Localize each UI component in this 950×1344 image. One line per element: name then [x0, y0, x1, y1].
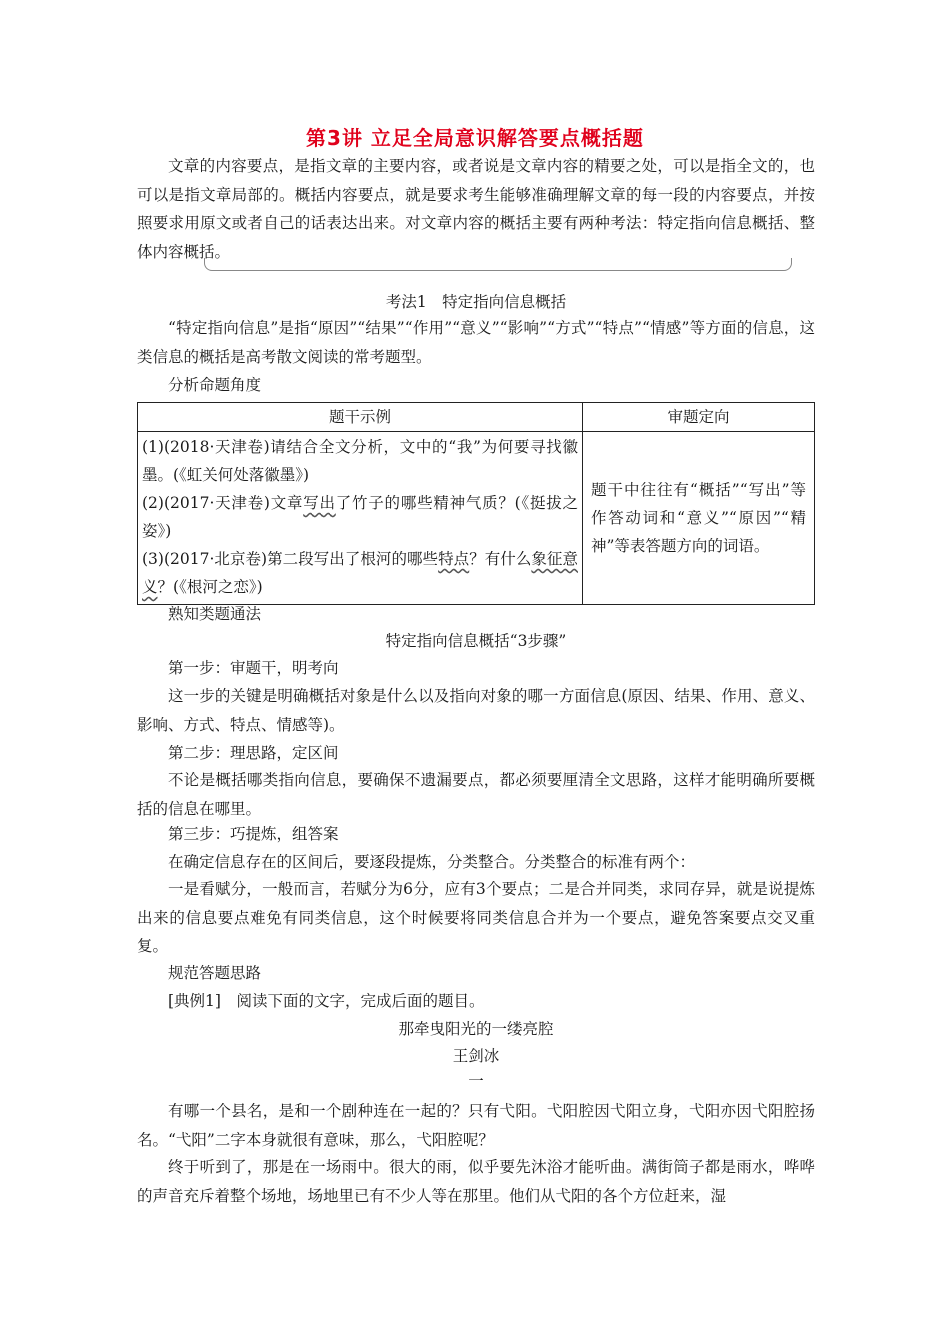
analysis-label: 分析命题角度 [168, 376, 262, 394]
step3-title: 第三步：巧提炼，组答案 [168, 825, 339, 843]
table-cell-direction: 题干中往往有“概括”“写出”等作答动词和“意义”“原因”“精神”等表答题方向的词语。 [583, 432, 815, 605]
example-question-3: (3)(2017·北京卷)第二段写出了根河的哪些特点？有什么象征意义？(《根河之恋》) [142, 550, 578, 596]
example-question-1: (1)(2018·天津卷)请结合全文分析，文中的“我”为何要寻找徽墨。(《虹关何处落徽墨》) [142, 438, 578, 484]
section-divider [204, 258, 792, 271]
step3-text-2: 一是看赋分，一般而言，若赋分为6分，应有3个要点；二是合并同类，求同存异，就是说提炼出来的信息要点难免有同类信息，这个时候要将同类信息合并为一个要点，避免答案要点交叉重复。 [137, 880, 815, 955]
table-header-examples: 题干示例 [138, 403, 583, 432]
example-question-2: (2)(2017·天津卷)文章写出了竹子的哪些精神气质？(《挺拔之姿》) [142, 494, 578, 540]
page-title: 第3讲 立足全局意识解答要点概括题 [306, 126, 644, 150]
norm-label: 规范答题思路 [168, 964, 262, 982]
table-cell-examples [138, 432, 583, 605]
article-title: 那牵曳阳光的一缕亮腔 [398, 1020, 554, 1038]
method-label: 熟知类题通法 [168, 605, 262, 623]
step3-text-1: 在确定信息存在的区间后，要逐段提炼，分类整合。分类整合的标准有两个： [168, 853, 696, 871]
step2-title: 第二步：理思路，定区间 [168, 744, 339, 762]
step1-text: 这一步的关键是明确概括对象是什么以及指向对象的哪一方面信息(原因、结果、作用、意义、影响、方式、特点、情感等)。 [137, 687, 815, 734]
section-description: “特定指向信息”是指“原因”“结果”“作用”“意义”“影响”“方式”“特点”“情感”等方面的信息，这类信息的概括是高考散文阅读的常考题型。 [137, 319, 815, 366]
method-title: 特定指向信息概括“3步骤” [385, 632, 567, 650]
article-paragraph-1: 有哪一个县名，是和一个剧种连在一起的？只有弋阳。弋阳腔因弋阳立身，弋阳亦因弋阳腔扬名。“弋阳”二字本身就很有意味，那么，弋阳腔呢？ [137, 1102, 815, 1149]
table-header-row [138, 403, 815, 432]
table-header-direction: 审题定向 [583, 403, 815, 432]
intro-paragraph: 文章的内容要点，是指文章的主要内容，或者说是文章内容的精要之处，可以是指全文的，也可以是指文章局部的。概括内容要点，就是要求考生能够准确理解文章的每一段的内容要点，并按照要求用原文或者自己的话表达出来。对文章内容的概括主要有两种考法：特定指向信息概括、整体内容概括。 [137, 157, 815, 261]
section-heading: 考法1 特定指向信息概括 [385, 293, 567, 311]
table-row [138, 432, 815, 605]
article-author: 王剑冰 [452, 1047, 500, 1065]
article-paragraph-2: 终于听到了，那是在一场雨中。很大的雨，似乎要先沐浴才能听曲。满街筒子都是雨水，哗哗的声音充斥着整个场地，场地里已有不少人等在那里。他们从弋阳的各个方位赶来，湿 [137, 1158, 815, 1205]
example-label: [典例1] 阅读下面的文字，完成后面的题目。 [168, 992, 485, 1010]
step1-title: 第一步：审题干，明考向 [168, 659, 339, 677]
analysis-table [137, 402, 815, 605]
article-part-number: 一 [468, 1072, 484, 1090]
step2-text: 不论是概括哪类指向信息，要确保不遗漏要点，都必须要厘清全文思路，这样才能明确所要概括的信息在哪里。 [137, 771, 815, 818]
